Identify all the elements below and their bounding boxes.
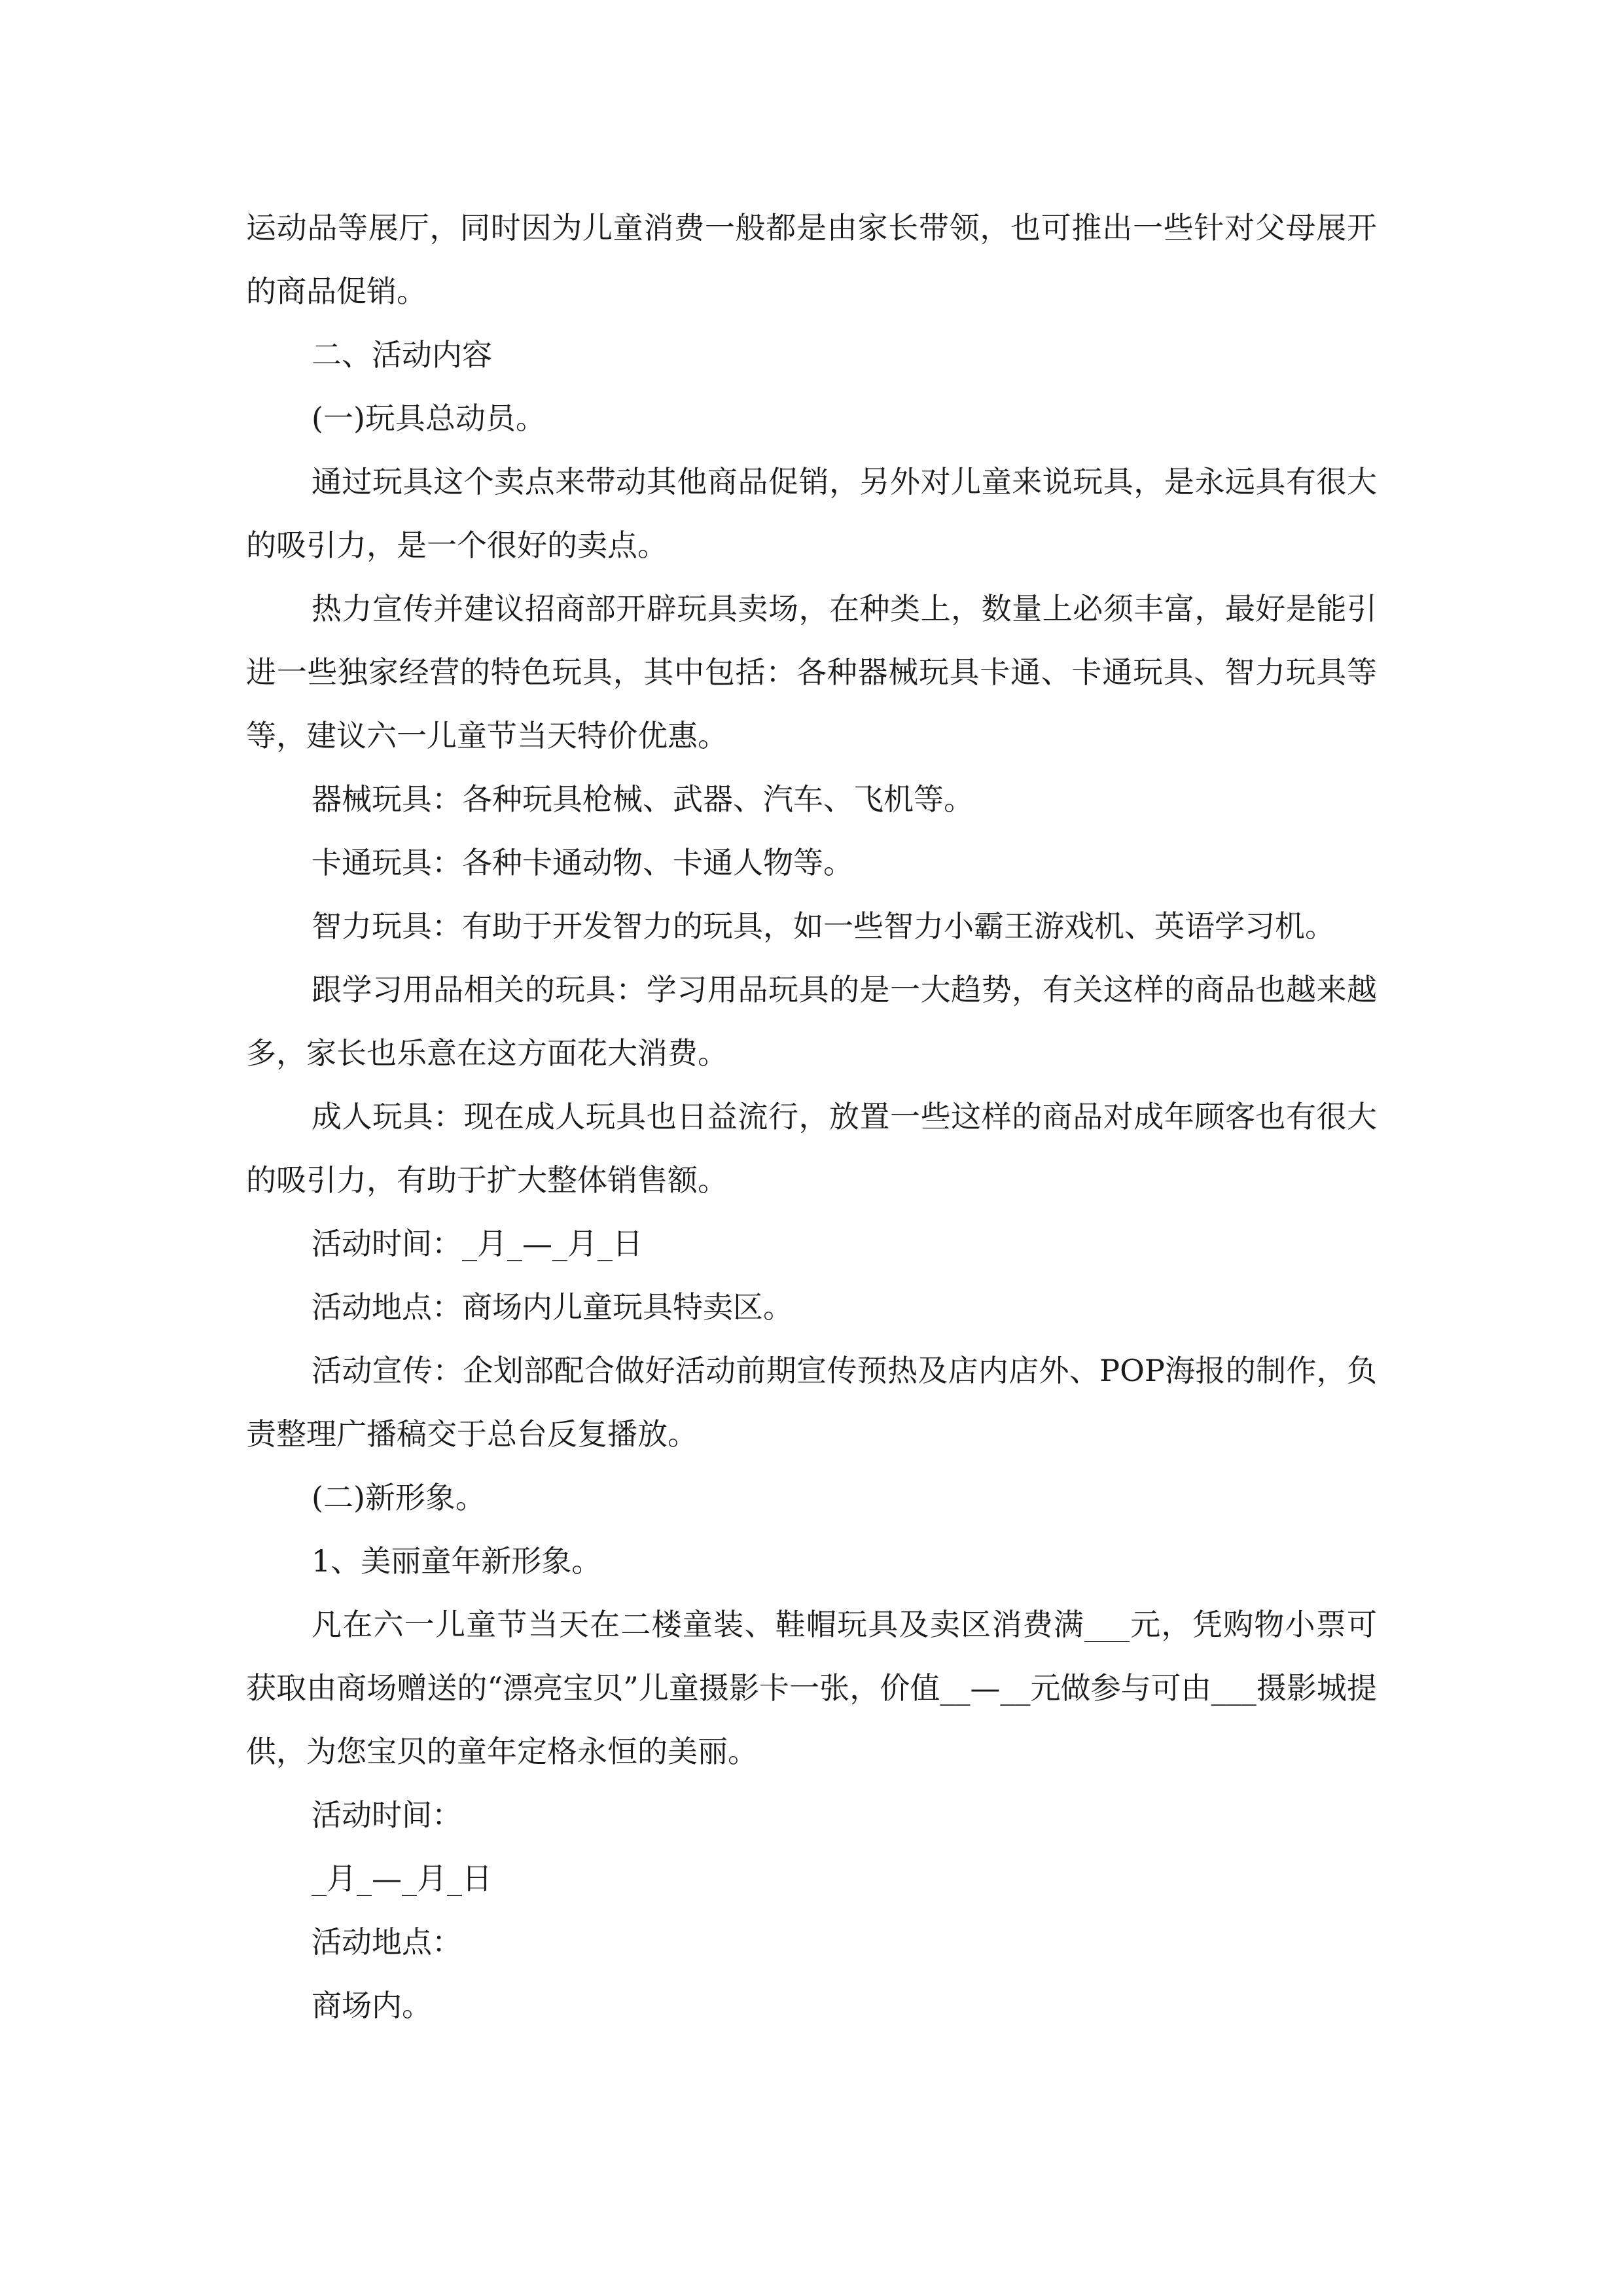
activity-location-label: 活动地点： bbox=[312, 1924, 462, 1960]
paragraph: 通过玩具这个卖点来带动其他商品促销，另外对儿童来说玩具，是永远具有很大的吸引力，是一个很好的卖点。 bbox=[246, 464, 1377, 563]
activity-time-value: _月_—_月_日 bbox=[312, 1861, 492, 1896]
item-heading: 1、美丽童年新形象。 bbox=[312, 1543, 602, 1579]
paragraph: 凡在六一儿童节当天在二楼童装、鞋帽玩具及卖区消费满___元，凭购物小票可获取由商场赠送的“漂亮宝贝”儿童摄影卡一张，价值__—__元做参与可由___摄影城提供，为您宝贝的童年定格永恒的美丽。 bbox=[246, 1607, 1377, 1769]
subsection-heading: (一)玩具总动员。 bbox=[312, 401, 546, 436]
activity-location-value: 商场内。 bbox=[312, 1988, 432, 2023]
activity-promotion: 活动宣传：企划部配合做好活动前期宣传预热及店内店外、POP海报的制作，负责整理广播稿交于总台反复播放。 bbox=[246, 1353, 1377, 1452]
paragraph: 热力宣传并建议招商部开辟玩具卖场，在种类上，数量上必须丰富，最好是能引进一些独家经营的特色玩具，其中包括：各种器械玩具卡通、卡通玩具、智力玩具等等，建议六一儿童节当天特价优惠。 bbox=[246, 591, 1377, 753]
activity-time-label: 活动时间： bbox=[312, 1797, 462, 1833]
section-heading: 二、活动内容 bbox=[312, 337, 492, 372]
paragraph: 智力玩具：有助于开发智力的玩具，如一些智力小霸王游戏机、英语学习机。 bbox=[312, 908, 1335, 944]
subsection-heading: (二)新形象。 bbox=[312, 1480, 486, 1515]
paragraph: 卡通玩具：各种卡通动物、卡通人物等。 bbox=[312, 845, 853, 880]
paragraph: 运动品等展厅，同时因为儿童消费一般都是由家长带领，也可推出一些针对父母展开的商品促销。 bbox=[246, 210, 1377, 309]
activity-location: 活动地点：商场内儿童玩具特卖区。 bbox=[312, 1289, 793, 1325]
document-body bbox=[246, 196, 1377, 2037]
paragraph: 器械玩具：各种玩具枪械、武器、汽车、飞机等。 bbox=[312, 781, 974, 817]
paragraph: 跟学习用品相关的玩具：学习用品玩具的是一大趋势，有关这样的商品也越来越多，家长也乐意在这方面花大消费。 bbox=[246, 972, 1377, 1071]
activity-time: 活动时间：_月_—_月_日 bbox=[312, 1226, 643, 1261]
paragraph: 成人玩具：现在成人玩具也日益流行，放置一些这样的商品对成年顾客也有很大的吸引力，有助于扩大整体销售额。 bbox=[246, 1099, 1377, 1198]
